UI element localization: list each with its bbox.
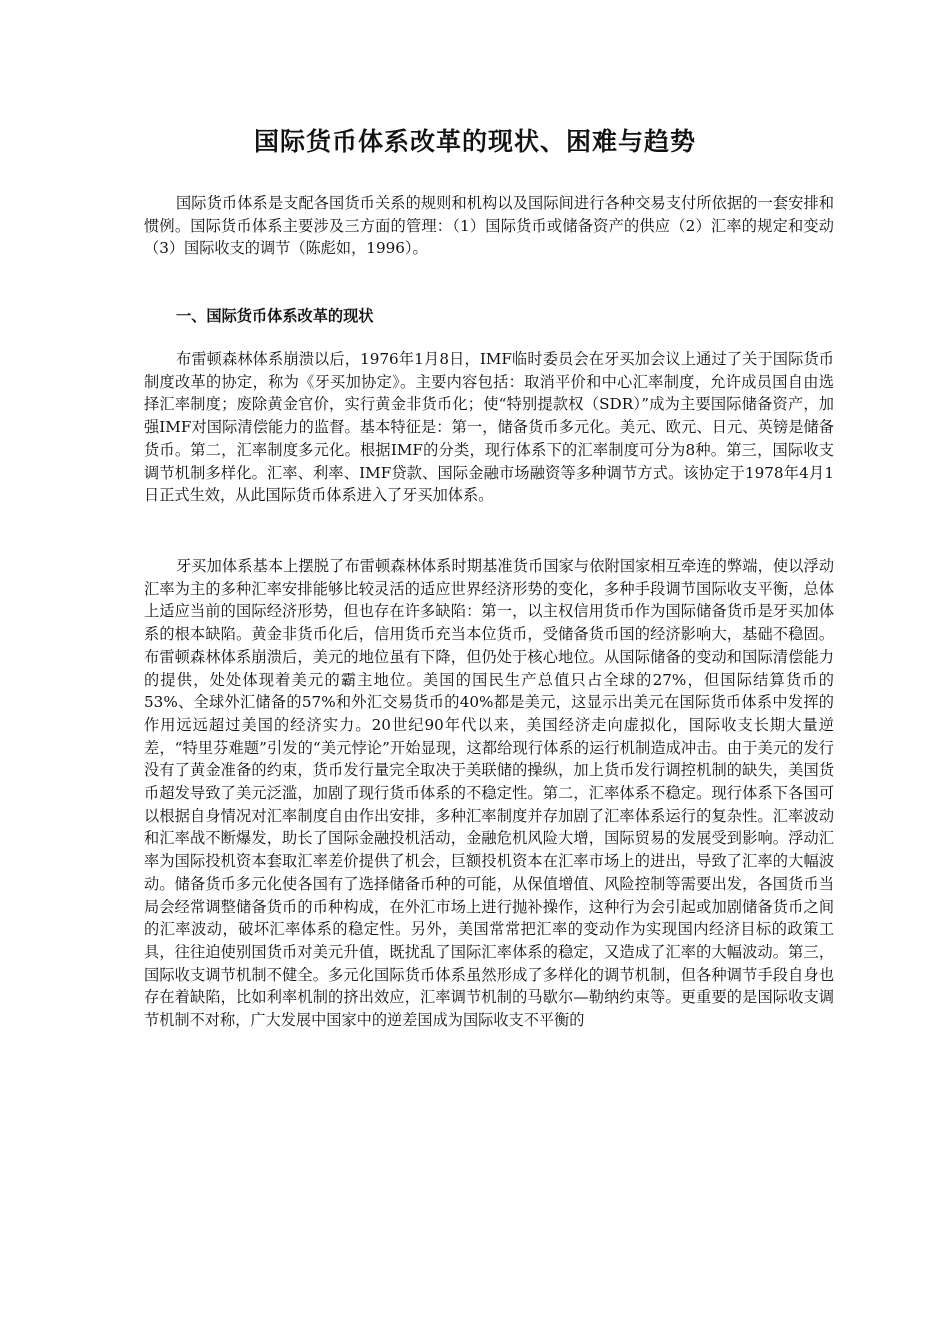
body-paragraph-2: 牙买加体系基本上摆脱了布雷顿森林体系时期基准货币国家与依附国家相互牵连的弊端，使以浮动汇率为主的多种汇率安排能够比较灵活的适应世界经济形势的变化，多种手段调节国际收支平衡，总体上适应当前的国际经济形势，但也存在许多缺陷：第一，以主权信用货币作为国际储备货币是牙买加体系的根本缺陷。黄金非货币化后，信用货币充当本位货币，受储备货币国的经济影响大，基础不稳固。布雷顿森林体系崩溃后，美元的地位虽有下降，但仍处于核心地位。从国际储备的变动和国际清偿能力的提供，处处体现着美元的霸主地位。美国的国民生产总值只占全球的27%，但国际结算货币的53%、全球外汇储备的57%和外汇交易货币的40%都是美元，这显示出美元在国际货币体系中发挥的作用远远超过美国的经济实力。20世纪90年代以来，美国经济走向虚拟化，国际收支长期大量逆差，“特里芬难题”引发的“美元悖论”开始显现，这都给现行体系的运行机制造成冲击。由于美元的发行没有了黄金准备的约束，货币发行量完全取决于美联储的操纵，加上货币发行调控机制的缺失，美国货币超发导致了美元泛滥，加剧了现行货币体系的不稳定性。第二，汇率体系不稳定。现行体系下各国可以根据自身情况对汇率制度自由作出安排，多种汇率制度并存加剧了汇率体系运行的复杂性。汇率波动和汇率战不断爆发，助长了国际金融投机活动，金融危机风险大增，国际贸易的发展受到影响。浮动汇率为国际投机资本套取汇率差价提供了机会，巨额投机资本在汇率市场上的进出，导致了汇率的大幅波动。储备货币多元化使各国有了选择储备币种的可能，从保值增值、风险控制等需要出发，各国货币当局会经常调整储备货币的币种构成，在外汇市场上进行抛补操作，这种行为会引起或加剧储备货币之间的汇率波动，破坏汇率体系的稳定性。另外，美国常常把汇率的变动作为实现国内经济目标的政策工具，往往迫使别国货币对美元升值，既扰乱了国际汇率体系的稳定，又造成了汇率的大幅波动。第三，国际收支调节机制不健全。多元化国际货币体系虽然形成了多样化的调节机制，但各种调节手段自身也存在着缺陷，比如利率机制的挤出效应，汇率调节机制的马歇尔—勒纳约束等。更重要的是国际收支调节机制不对称，广大发展中国家中的逆差国成为国际收支不平衡的 (144, 557, 834, 1030)
intro-paragraph: 国际货币体系是支配各国货币关系的规则和机构以及国际间进行各种交易支付所依据的一套安排和惯例。国际货币体系主要涉及三方面的管理：（1）国际货币或储备资产的供应（2）汇率的规定和变动（3）国际收支的调节（陈彪如，1996）。 (144, 194, 834, 258)
section-heading: 一、国际货币体系改革的现状 (176, 307, 374, 325)
body-paragraph-1: 布雷顿森林体系崩溃以后，1976年1月8日，IMF临时委员会在牙买加会议上通过了关于国际货币制度改革的协定，称为《牙买加协定》。主要内容包括：取消平价和中心汇率制度，允许成员国自由选择汇率制度；废除黄金官价，实行黄金非货币化；使“特别提款权（SDR）”成为主要国际储备资产，加强IMF对国际清偿能力的监督。基本特征是：第一，储备货币多元化。美元、欧元、日元、英镑是储备货币。第二，汇率制度多元化。根据IMF的分类，现行体系下的汇率制度可分为8种。第三，国际收支调节机制多样化。汇率、利率、IMF贷款、国际金融市场融资等多种调节方式。该协定于1978年4月1日正式生效，从此国际货币体系进入了牙买加体系。 (144, 350, 834, 505)
document-title: 国际货币体系改革的现状、困难与趋势 (253, 127, 696, 156)
